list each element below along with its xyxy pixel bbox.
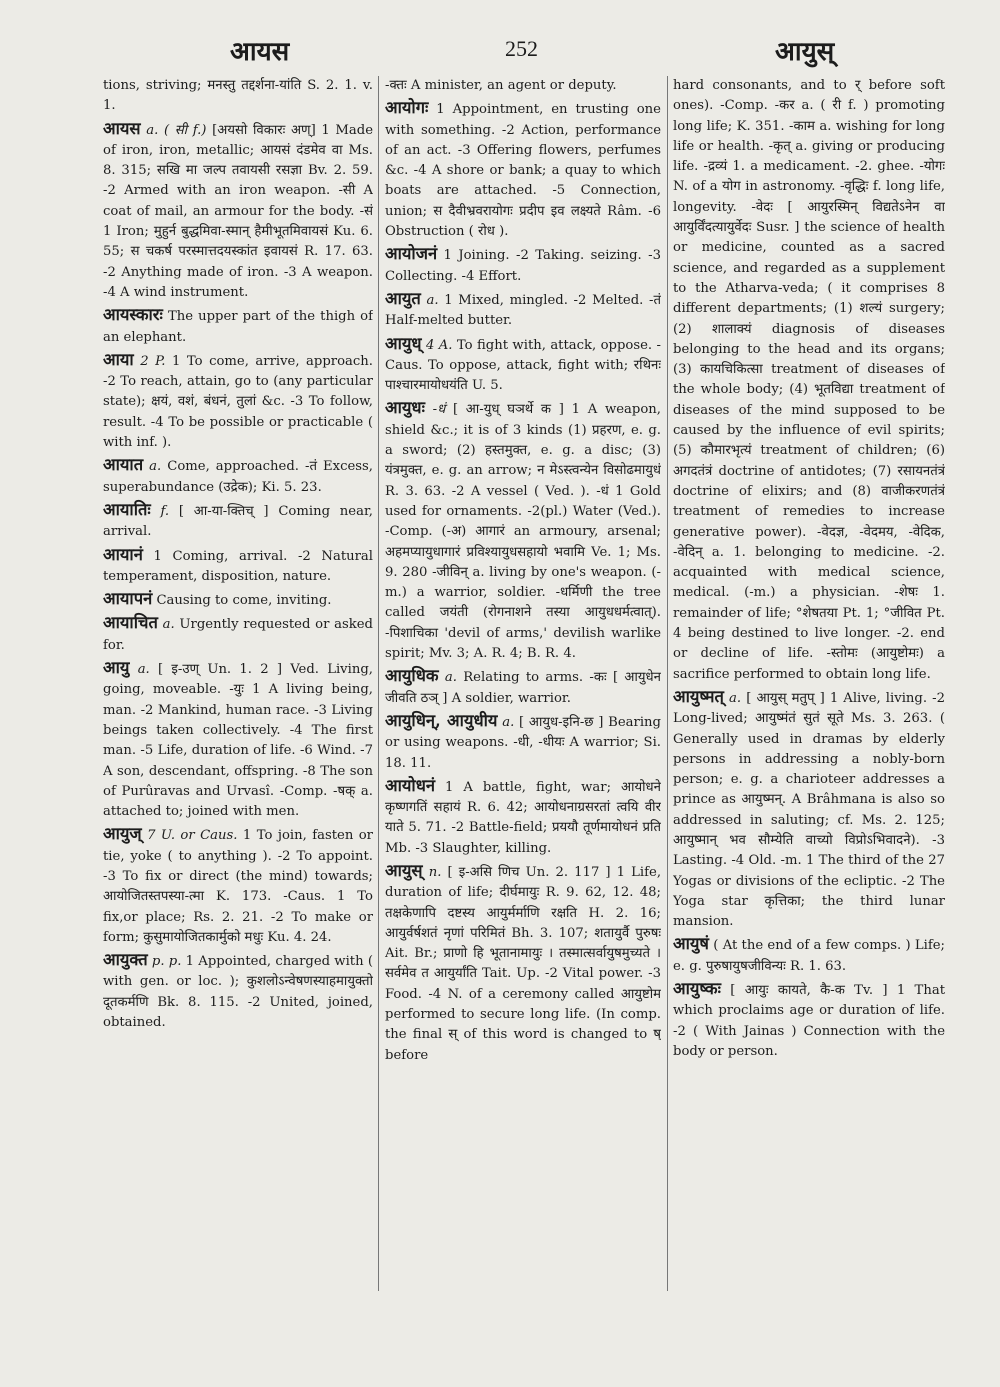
dictionary-entry bbox=[103, 305, 373, 348]
grammar-label: p. p. bbox=[151, 954, 182, 970]
grammar-label: a. bbox=[729, 690, 742, 706]
definition-text: 1 Joining. -2 Taking. seizing. -3 Collecting. -4 Effort. bbox=[385, 248, 661, 284]
headword: आयुज् bbox=[103, 824, 142, 844]
headword: आयात bbox=[103, 455, 144, 475]
grammar-label: 7 U. or Caus. bbox=[147, 828, 238, 844]
column-divider bbox=[667, 76, 668, 1291]
grammar-label: a. bbox=[137, 662, 150, 678]
headword: आयस्कारः bbox=[103, 305, 163, 325]
running-head-right: आयुस् bbox=[775, 37, 835, 67]
definition-text: 1 To come, arrive, approach. -2 To reach, attain, go to (any particular state); क्षयं, वशं, बंधनं, तुलां &c. -3 To follow, result. -4 To be possible or practicable ( with inf. ). bbox=[103, 353, 373, 451]
grammar-label: n. bbox=[428, 864, 442, 880]
dictionary-entry bbox=[103, 824, 373, 948]
dictionary-entry bbox=[103, 455, 373, 498]
dictionary-entry bbox=[385, 711, 661, 774]
definition-text: The upper part of the thigh of an elephant. bbox=[103, 309, 373, 345]
dictionary-entry bbox=[103, 76, 373, 117]
definition-text: [ इ-उण् Un. 1. 2 ] Ved. Living, going, moveable. -युः 1 A living being, man. -2 Mankind, human race. -3 Living beings taken collectively. -4 The first man. -5 Life, duration of life. -6 Wind. -7 A son, descendant, offspring. -8 The son of Purûravas and Urvasî. -Comp. -षक् a. attached to; joined with men. bbox=[103, 662, 373, 820]
dictionary-entry bbox=[385, 666, 661, 709]
definition-text: [ आयुस् मतुप् ] 1 Alive, living. -2 Long-lived; आयुष्मंतं सुतं सूते Ms. 3. 263. ( Generally used in dramas by elderly persons in addressing a nobly-born person; e. g. a charioteer addresses a prince as आयुष्मन्. A Brâhmana is also so addressed in saluting; cf. Ms. 2. 125; आयुष्मान् भव सौम्येति वाच्यो विप्रोऽभिवादने). -3 Lasting. -4 Old. -m. 1 The third of the 27 Yogas or divisions of the ecliptic. -2 The Yoga star कृत्तिका; the third lunar mansion. bbox=[673, 690, 945, 930]
dictionary-entry bbox=[103, 545, 373, 588]
definition-text: [ आ-या-क्तिच् ] Coming near, arrival. bbox=[103, 503, 373, 540]
headword: आयु bbox=[103, 658, 130, 678]
dictionary-entry bbox=[103, 119, 373, 304]
definition-text: Relating to arms. -कः [ आयुधेन जीवति ठञ् ] A soldier, warrior. bbox=[385, 670, 661, 706]
dictionary-entry bbox=[385, 98, 661, 242]
dictionary-entry bbox=[385, 398, 661, 664]
column-divider bbox=[378, 76, 379, 1291]
headword: आयाचित bbox=[103, 613, 158, 633]
dictionary-entry bbox=[103, 500, 373, 543]
headword: आयुध् bbox=[385, 333, 422, 353]
definition-text: 1 A battle, fight, war; आयोधने कृष्णगतिं सहायं R. 6. 42; आयोधनाग्रसरतां त्वयि वीर याते 5. 71. -2 Battle-field; प्रययौ तूर्णमायोधनं प्रति Mb. -3 Slaughter, killing. bbox=[385, 779, 661, 856]
dictionary-entry bbox=[103, 658, 373, 822]
dictionary-entry bbox=[385, 289, 661, 332]
headword: आयुधिक bbox=[385, 666, 439, 686]
headword: आयातिः bbox=[103, 499, 151, 519]
definition-text: ( At the end of a few comps. ) Life; e. g. पुरुषायुषजीविन्यः R. 1. 63. bbox=[673, 938, 945, 974]
dictionary-entry bbox=[673, 979, 945, 1062]
definition-text: hard consonants, and to र् before soft ones). -Comp. -कर a. ( री f. ) promoting long life; K. 351. -काम a. wishing for long life or health. -कृत् a. giving or producing life. -द्रव्यं 1. a medicament. -2. ghee. -योगः N. of a योग in astronomy. -वृद्धिः f. long life, longevity. -वेदः [ आयुरस्मिन् विद्यतेऽनेन वा आयुर्विंदत्यायुर्वेदः Susr. ] the science of health or medicine, counted as a sacred science, and regarded as a supplement to the Atharva-veda; ( it comprises 8 different departments; (1) शल्यं surgery; (2) शालाक्यं diagnosis of diseases belonging to the head and its organs; (3) कायचिकित्सा treatment of diseases of the whole body; (4) भूतविद्या treatment of diseases of the mind supposed to be caused by the influence of evil spirits; (5) कौमारभृत्यं treatment of children; (6) अगदतंत्रं doctrine of antidotes; (7) रसायनतंत्रं doctrine of elixirs; and (8) वाजीकरणतंत्रं treatment of remedies to increase generative power). -वेदज्ञ, -वेदमय, -वेदिक, -वेदिन् a. 1. belonging to medicine. -2. acquainted with medical science, medical. (-m.) a physician. -शेषः 1. remainder of life; °शेषतया Pt. 1; °जीवित Pt. 4 being destined to live longer. -2. end or decline of life. -स्तोमः (आयुष्टोमः) a sacrifice performed to obtain long life. bbox=[673, 78, 945, 682]
grammar-label: a. ( सी f.) bbox=[146, 122, 207, 138]
running-head-left: आयस bbox=[230, 37, 290, 67]
definition-text: 1 Appointed, charged with ( with gen. or loc. ); कुशलोऽन्वेषणस्याहमायुक्तो दूतकर्मणि Bk. 8. 115. -2 United, joined, obtained. bbox=[103, 954, 373, 1031]
grammar-label: a. bbox=[444, 670, 457, 686]
column-1 bbox=[103, 76, 373, 1291]
definition-text: [अयसो विकारः अण्] 1 Made of iron, iron, metallic; आयसं दंडमेव वा Ms. 8. 315; सखि मा जल्प तवायसी रसज्ञा Bv. 2. 59. -2 Armed with an iron weapon. -सी A coat of mail, an armour for the body. -सं 1 Iron; मुहुर्न बुद्धमिवा-स्मान् हैमीभूतमिवायसं Ku. 6. 55; स चकर्ष परस्मात्तदयस्कांत इवायसं R. 17. 63. -2 Anything made of iron. -3 A weapon. -4 A wind instrument. bbox=[103, 122, 373, 300]
definition-text: 1 To join, fasten or tie, yoke ( to anything ). -2 To appoint. -3 To fix or direct (the mind) towards; आयोजितस्तपस्या-त्मा K. 173. -Caus. 1 To fix,or place; Rs. 2. 21. -2 To make or form; कुसुमायोजितकार्मुको मधुः Ku. 4. 24. bbox=[103, 828, 373, 945]
definition-text: 1 Coming, arrival. -2 Natural temperament, disposition, nature. bbox=[103, 548, 373, 584]
dictionary-entry bbox=[103, 350, 373, 453]
definition-text: [ इ-असि णिच Un. 2. 117 ] 1 Life, duration of life; दीर्घमायुः R. 9. 62, 12. 48; तक्षकेणापि दष्टस्य आयुर्मर्माणि रक्षति H. 2. 16; आयुर्वर्षशतं नृणां परिमितं Bh. 3. 107; शतायुर्वै पुरुषः Ait. Br.; प्राणो हि भूतानामायुः । तस्मात्सर्वायुषमुच्यते । सर्वमेव त आयुर्यांति Tait. Up. -2 Vital power. -3 Food. -4 N. of a ceremony called आयुष्टोम performed to secure long life. (In comp. the final स् of this word is changed to ष् before bbox=[385, 864, 661, 1063]
headword: आयुष्कः bbox=[673, 979, 721, 999]
definition-text: [ आयुः कायते, कै-क Tv. ] 1 That which proclaims age or duration of life. -2 ( With Jainas ) Connection with the body or person. bbox=[673, 983, 945, 1059]
headword: आयुधिन्, आयुधीय bbox=[385, 710, 498, 730]
headword: आयापनं bbox=[103, 589, 153, 609]
headword: आयुषं bbox=[673, 934, 709, 954]
headword: आयस bbox=[103, 118, 141, 138]
definition-text: tions, striving; मनस्तु तद्दर्शना-यांति S. 2. 1. v. 1. bbox=[103, 78, 373, 114]
headword: आयुस् bbox=[385, 860, 423, 880]
column-2 bbox=[385, 76, 661, 1291]
definition-text: Urgently requested or asked for. bbox=[103, 617, 373, 653]
page-header bbox=[100, 30, 970, 74]
dictionary-entry bbox=[385, 76, 661, 96]
headword: आयानं bbox=[103, 544, 143, 564]
definition-text: 1 Mixed, mingled. -2 Melted. -तं Half-melted butter. bbox=[385, 292, 661, 329]
grammar-label: -धं bbox=[432, 402, 446, 418]
grammar-label: 4 A. bbox=[426, 337, 453, 353]
grammar-label: a. bbox=[162, 617, 175, 633]
headword: आयुत bbox=[385, 288, 421, 308]
dictionary-entry bbox=[385, 861, 661, 1066]
dictionary-entry bbox=[103, 613, 373, 656]
grammar-label: a. bbox=[149, 459, 162, 475]
column-3 bbox=[673, 76, 945, 1291]
grammar-label: 2 P. bbox=[140, 353, 166, 369]
definition-text: Come, approached. -तं Excess, superabundance (उद्रेक); Ki. 5. 23. bbox=[103, 459, 373, 495]
grammar-label: a. bbox=[502, 714, 515, 730]
page-number: 252 bbox=[505, 36, 538, 61]
headword: आयोगः bbox=[385, 98, 429, 118]
headword: आयोजनं bbox=[385, 244, 438, 264]
headword: आयोधनं bbox=[385, 775, 436, 795]
definition-text: 1 Appointment, en trusting one with something. -2 Action, performance of an act. -3 Offering flowers, perfumes &c. -4 A shore or bank; a quay to which boats are attached. -5 Connection, union; स दैवीभ्रवरायोगः प्रदीप इव लक्ष्यते Râm. -6 Obstruction ( रोध ). bbox=[385, 102, 661, 240]
dictionary-entry bbox=[385, 244, 661, 287]
dictionary-entry bbox=[385, 776, 661, 859]
headword: आया bbox=[103, 349, 134, 369]
definition-text: -क्तः A minister, an agent or deputy. bbox=[385, 78, 617, 93]
dictionary-entry bbox=[673, 76, 945, 685]
headword: आयुक्त bbox=[103, 950, 148, 970]
definition-text: [ आ-युध् घञर्थे क ] 1 A weapon, shield &c.; it is of 3 kinds (1) प्रहरण, e. g. a sword; (2) हस्तमुक्त, e. g. a disc; (3) यंत्रमुक्त, e. g. an arrow; न मेऽस्त्वन्येन विसोढमायुधं R. 3. 63. -2 A vessel ( Ved. ). -धं 1 Gold used for ornaments. -2(pl.) Water (Ved.). -Comp. (-अ) आगारं an armoury, arsenal; अहमप्यायुधागारं प्रविश्यायुधसहायो भवामि Ve. 1; Ms. 9. 280 -जीविन् a. living by one's weapon. (-m.) a warrior, soldier. -धर्मिणी the tree called जयंती (रोगनाशने तस्या आयुधधर्मत्वात्). -पिशाचिका 'devil of arms,' devilish warlike spirit; Mv. 3; A. R. 4; B. R. 4. bbox=[385, 402, 661, 662]
grammar-label: a. bbox=[426, 292, 439, 308]
dictionary-entry bbox=[103, 950, 373, 1033]
headword: आयुष्मत् bbox=[673, 686, 724, 706]
dictionary-entry bbox=[673, 934, 945, 977]
dictionary-entry bbox=[673, 687, 945, 933]
definition-text: [ आयुध-इनि-छ ] Bearing or using weapons. -धी, -धीयः A warrior; Si. 18. 11. bbox=[385, 714, 661, 771]
dictionary-entry bbox=[103, 589, 373, 611]
headword: आयुधः bbox=[385, 398, 425, 418]
definition-text: To fight with, attack, oppose. -Caus. To oppose, attack, fight with; रथिनः पाश्चारमायोधयंति U. 5. bbox=[385, 337, 661, 394]
grammar-label: f. bbox=[160, 503, 170, 519]
dictionary-entry bbox=[385, 334, 661, 397]
definition-text: Causing to come, inviting. bbox=[156, 593, 332, 609]
